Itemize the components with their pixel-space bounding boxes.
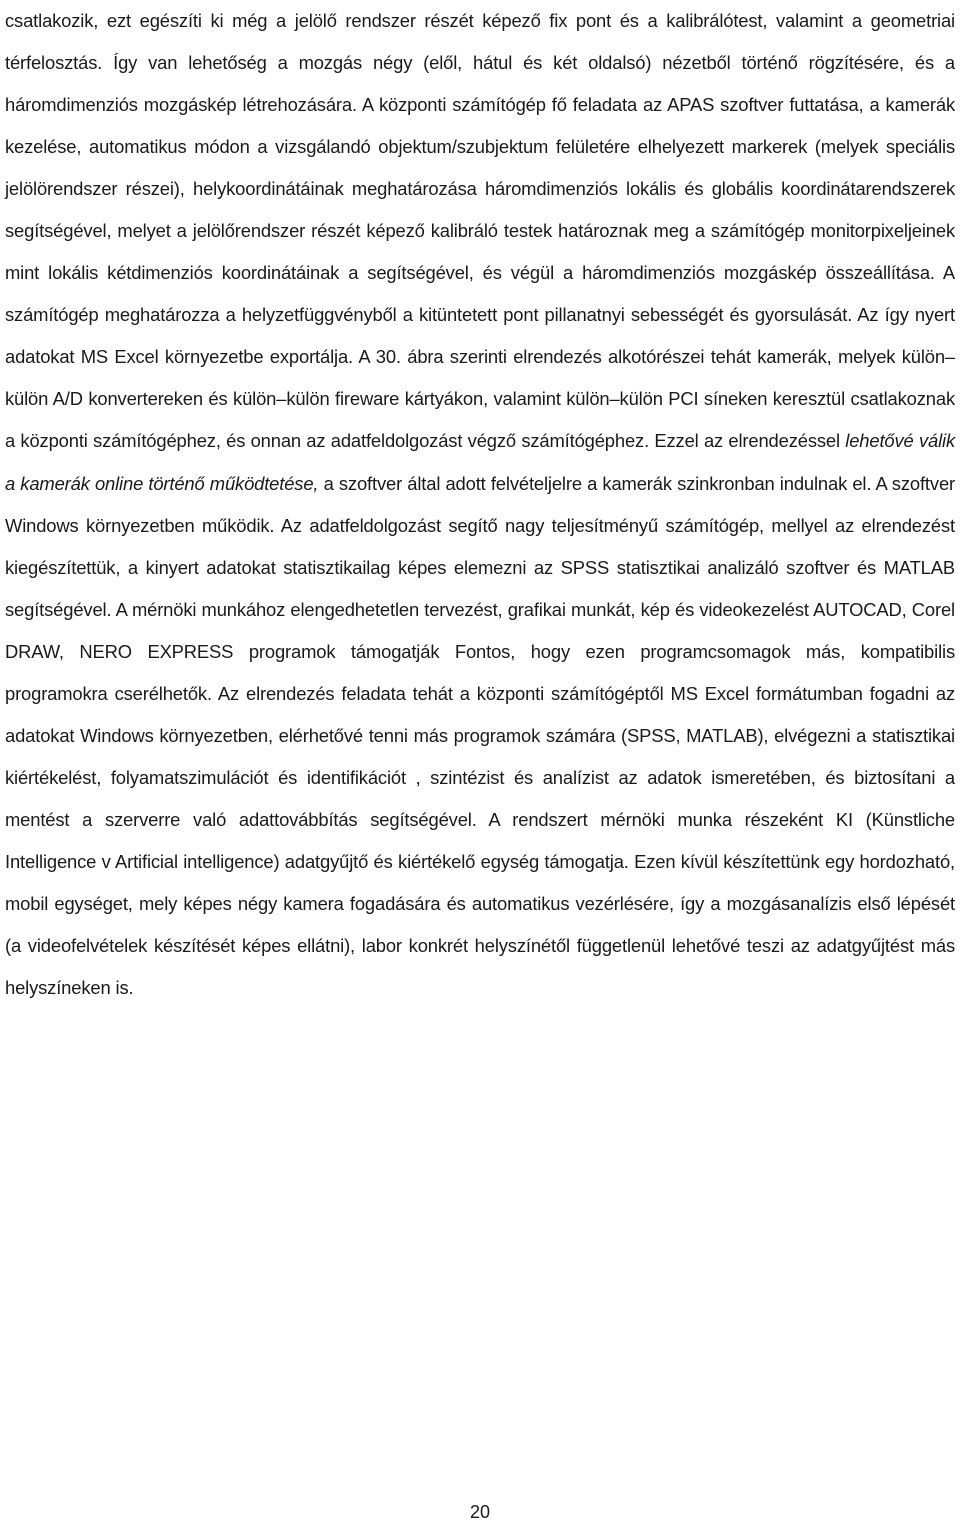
body-paragraph xyxy=(5,0,955,1009)
page-number: 20 xyxy=(469,1502,491,1522)
paragraph-italic-phrase: lehetővé válik a kamerák online történő működtetése, xyxy=(5,430,955,494)
paragraph-text-part-2: a szoftver által adott felvételjelre a kamerák szinkronban indulnak el. A szoftver Windows környezetben működik. Az adatfeldolgozást segítő nagy teljesítményű számítógép, mellyel az elrendezést kiegészítettük, a kinyert adatokat statisztikailag képes elemezni az SPSS statisztikai analizáló szoftver és MATLAB segítségével. A mérnöki munkához elengedhetetlen tervezést, grafikai munkát, kép és videokezelést AUTOCAD, Corel DRAW, NERO EXPRESS programok támogatják Fontos, hogy ezen programcsomagok más, kompatibilis programokra cserélhetők. Az elrendezés feladata tehát a központi számítógéptől MS Excel formátumban fogadni az adatokat Windows környezetben, elérhetővé tenni más programok számára (SPSS, MATLAB), elvégezni a statisztikai kiértékelést, folyamatszimulációt és identifikációt , szintézist és analízist az adatok ismeretében, és biztosítani a mentést a szerverre való adattovábbítás segítségével. A rendszert mérnöki munka részeként KI (Künstliche Intelligence v Artificial intelligence) adatgyűjtő és kiértékelő egység támogatja. Ezen kívül készítettünk egy hordozható, mobil egységet, mely képes négy kamera fogadására és automatikus vezérlésére, így a mozgásanalízis első lépését (a videofelvételek készítését képes ellátni), labor konkrét helyszínétől függetlenül lehetővé teszi az adatgyűjtést más helyszíneken is. xyxy=(5,472,955,999)
paragraph-text-part-1: csatlakozik, ezt egészíti ki még a jelölő rendszer részét képező fix pont és a kalibrálótest, valamint a geometriai térfelosztás. Így van lehetőség a mozgás négy (elől, hátul és két oldalsó) nézetből történő rögzítésére, és a háromdimenziós mozgáskép létrehozására. A központi számítógép fő feladata az APAS szoftver futtatása, a kamerák kezelése, automatikus módon a vizsgálandó objektum/szubjektum felületére elhelyezett markerek (melyek speciális jelölörendszer részei), helykoordinátáinak meghatározása háromdimenziós lokális és globális koordinátarendszerek segítségével, melyet a jelölőrendszer részét képező kalibráló testek határoznak meg a számítógép monitorpixeljeinek mint lokális kétdimenziós koordinátáinak a segítségével, és végül a háromdimenziós mozgáskép összeállítása. A számítógép meghatározza a helyzetfüggvényből a kitüntetett pont pillanatnyi sebességét és gyorsulását. Az így nyert adatokat MS Excel környezetbe exportálja. A 30. ábra szerinti elrendezés alkotórészei tehát kamerák, melyek külön–külön A/D konvertereken és külön–külön fireware kártyákon, valamint külön–külön PCI síneken keresztül csatlakoznak a központi számítógéphez, és onnan az adatfeldolgozást végző számítógéphez. Ezzel az elrendezéssel xyxy=(5,10,955,452)
